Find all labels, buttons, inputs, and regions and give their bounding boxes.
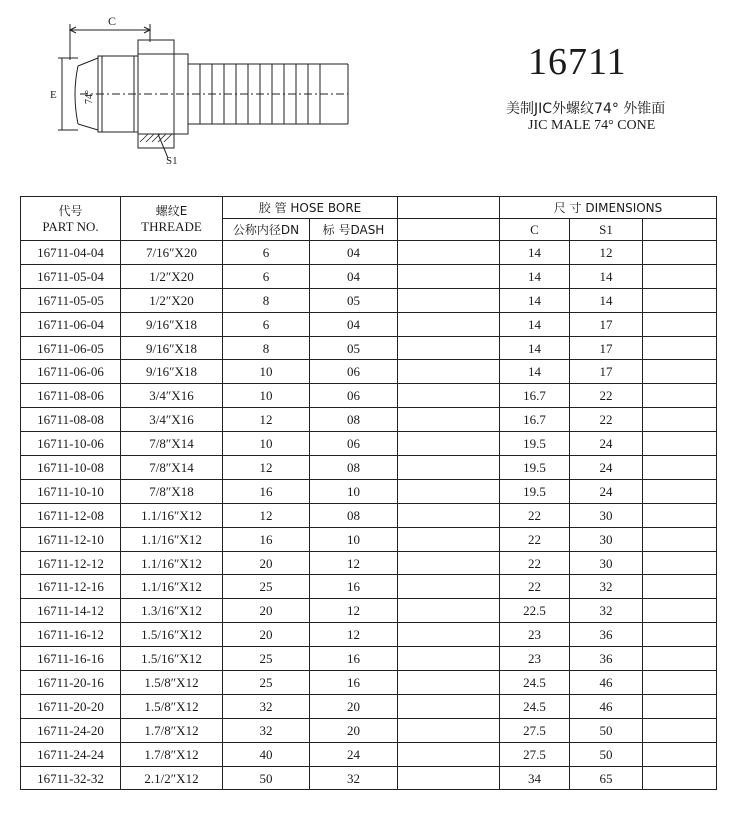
c-cell: 34 — [500, 766, 570, 790]
thread-cell: 7/8″X18 — [121, 479, 223, 503]
dn-cell: 10 — [223, 384, 310, 408]
part-no-cell: 16711-08-08 — [21, 408, 121, 432]
c-cell: 22 — [500, 527, 570, 551]
thread-cell: 7/16″X20 — [121, 241, 223, 265]
dn-cell: 25 — [223, 647, 310, 671]
part-no-cell: 16711-05-04 — [21, 264, 121, 288]
c-cell: 22 — [500, 503, 570, 527]
table-row — [21, 694, 717, 718]
c-cell: 14 — [500, 288, 570, 312]
thread-cell: 9/16″X18 — [121, 312, 223, 336]
c-cell: 23 — [500, 623, 570, 647]
part-no-cell: 16711-24-20 — [21, 718, 121, 742]
empty-cell — [398, 575, 500, 599]
empty-cell — [643, 241, 717, 265]
table-row — [21, 671, 717, 695]
empty-cell — [398, 456, 500, 480]
s1-cell: 30 — [570, 551, 643, 575]
dn-cell: 10 — [223, 432, 310, 456]
dim-s1-label: S1 — [166, 155, 178, 167]
thread-cell: 1.5/8″X12 — [121, 671, 223, 695]
dash-cell: 16 — [310, 575, 398, 599]
dn-cell: 50 — [223, 766, 310, 790]
table-row — [21, 312, 717, 336]
part-no-cell: 16711-05-05 — [21, 288, 121, 312]
fitting-drawing — [40, 8, 360, 168]
s1-cell: 36 — [570, 647, 643, 671]
empty-cell — [643, 766, 717, 790]
thread-cell: 1.1/16″X12 — [121, 527, 223, 551]
s1-cell: 32 — [570, 575, 643, 599]
dash-cell: 04 — [310, 312, 398, 336]
s1-cell: 22 — [570, 384, 643, 408]
dim-e-label: E — [50, 89, 57, 101]
dn-cell: 8 — [223, 288, 310, 312]
s1-cell: 14 — [570, 264, 643, 288]
dash-cell: 32 — [310, 766, 398, 790]
table-row — [21, 336, 717, 360]
header-empty — [643, 219, 717, 241]
dash-cell: 06 — [310, 360, 398, 384]
table-row — [21, 527, 717, 551]
empty-cell — [398, 647, 500, 671]
table-row — [21, 647, 717, 671]
s1-cell: 17 — [570, 360, 643, 384]
dash-cell: 12 — [310, 551, 398, 575]
header-c: C — [500, 219, 570, 241]
empty-cell — [643, 479, 717, 503]
empty-cell — [643, 360, 717, 384]
s1-cell: 50 — [570, 718, 643, 742]
dash-cell: 10 — [310, 527, 398, 551]
c-cell: 14 — [500, 360, 570, 384]
part-no-cell: 16711-06-04 — [21, 312, 121, 336]
table-row — [21, 408, 717, 432]
table-row — [21, 623, 717, 647]
empty-cell — [643, 575, 717, 599]
table-row — [21, 575, 717, 599]
c-cell: 27.5 — [500, 742, 570, 766]
part-no-cell: 16711-04-04 — [21, 241, 121, 265]
spec-table-body — [21, 241, 717, 790]
thread-cell: 3/4″X16 — [121, 384, 223, 408]
empty-cell — [398, 432, 500, 456]
s1-cell: 24 — [570, 456, 643, 480]
empty-cell — [643, 503, 717, 527]
dash-cell: 08 — [310, 456, 398, 480]
description-english: JIC MALE 74° CONE — [528, 118, 656, 133]
thread-cell: 1.5/16″X12 — [121, 623, 223, 647]
dn-cell: 16 — [223, 527, 310, 551]
empty-cell — [398, 479, 500, 503]
empty-cell — [398, 527, 500, 551]
empty-cell — [643, 432, 717, 456]
c-cell: 16.7 — [500, 408, 570, 432]
c-cell: 23 — [500, 647, 570, 671]
empty-cell — [398, 336, 500, 360]
part-number-title: 16711 — [528, 41, 627, 83]
empty-cell — [398, 551, 500, 575]
c-cell: 14 — [500, 336, 570, 360]
dash-cell: 24 — [310, 742, 398, 766]
dn-cell: 12 — [223, 408, 310, 432]
table-row — [21, 432, 717, 456]
part-no-cell: 16711-12-10 — [21, 527, 121, 551]
dn-cell: 6 — [223, 241, 310, 265]
thread-cell: 2.1/2″X12 — [121, 766, 223, 790]
empty-cell — [398, 766, 500, 790]
header-hose-bore: 胶 管 HOSE BORE — [223, 197, 398, 219]
part-no-cell: 16711-12-08 — [21, 503, 121, 527]
dash-cell: 05 — [310, 288, 398, 312]
empty-cell — [643, 623, 717, 647]
c-cell: 14 — [500, 264, 570, 288]
thread-cell: 9/16″X18 — [121, 336, 223, 360]
dn-cell: 6 — [223, 312, 310, 336]
dash-cell: 20 — [310, 718, 398, 742]
thread-cell: 1.5/8″X12 — [121, 694, 223, 718]
empty-cell — [643, 647, 717, 671]
dash-cell: 12 — [310, 623, 398, 647]
c-cell: 24.5 — [500, 694, 570, 718]
thread-cell: 1.1/16″X12 — [121, 503, 223, 527]
dn-cell: 20 — [223, 599, 310, 623]
c-cell: 27.5 — [500, 718, 570, 742]
thread-cell: 7/8″X14 — [121, 432, 223, 456]
c-cell: 22.5 — [500, 599, 570, 623]
s1-cell: 17 — [570, 336, 643, 360]
table-row — [21, 264, 717, 288]
thread-cell: 1.5/16″X12 — [121, 647, 223, 671]
s1-cell: 46 — [570, 694, 643, 718]
empty-cell — [398, 599, 500, 623]
part-no-cell: 16711-16-16 — [21, 647, 121, 671]
part-no-cell: 16711-10-08 — [21, 456, 121, 480]
s1-cell: 24 — [570, 432, 643, 456]
header-s1: S1 — [570, 219, 643, 241]
dn-cell: 20 — [223, 551, 310, 575]
dn-cell: 8 — [223, 336, 310, 360]
s1-cell: 46 — [570, 671, 643, 695]
table-row — [21, 718, 717, 742]
table-row — [21, 288, 717, 312]
part-no-cell: 16711-06-05 — [21, 336, 121, 360]
s1-cell: 50 — [570, 742, 643, 766]
part-no-cell: 16711-12-12 — [21, 551, 121, 575]
dn-cell: 10 — [223, 360, 310, 384]
thread-cell: 1/2″X20 — [121, 264, 223, 288]
table-row — [21, 599, 717, 623]
table-row — [21, 384, 717, 408]
dash-cell: 06 — [310, 432, 398, 456]
s1-cell: 22 — [570, 408, 643, 432]
empty-cell — [643, 336, 717, 360]
empty-cell — [643, 312, 717, 336]
dash-cell: 06 — [310, 384, 398, 408]
c-cell: 19.5 — [500, 432, 570, 456]
dash-cell: 10 — [310, 479, 398, 503]
empty-cell — [398, 623, 500, 647]
description-chinese: 美制JIC外螺纹74° 外锥面 — [506, 101, 666, 117]
table-row — [21, 742, 717, 766]
part-no-cell: 16711-24-24 — [21, 742, 121, 766]
dash-cell: 08 — [310, 503, 398, 527]
empty-cell — [643, 264, 717, 288]
thread-cell: 7/8″X14 — [121, 456, 223, 480]
empty-cell — [398, 360, 500, 384]
header-spacer — [398, 197, 500, 219]
dash-cell: 16 — [310, 671, 398, 695]
c-cell: 22 — [500, 575, 570, 599]
dim-c-label: C — [108, 14, 117, 28]
part-no-cell: 16711-10-10 — [21, 479, 121, 503]
s1-cell: 30 — [570, 527, 643, 551]
dash-cell: 12 — [310, 599, 398, 623]
part-no-cell: 16711-06-06 — [21, 360, 121, 384]
dn-cell: 16 — [223, 479, 310, 503]
header-part-no: 代号 PART NO. — [21, 197, 121, 241]
dn-cell: 25 — [223, 575, 310, 599]
s1-cell: 24 — [570, 479, 643, 503]
empty-cell — [643, 288, 717, 312]
dash-cell: 08 — [310, 408, 398, 432]
dash-cell: 20 — [310, 694, 398, 718]
thread-cell: 1.1/16″X12 — [121, 575, 223, 599]
table-row — [21, 241, 717, 265]
empty-cell — [643, 456, 717, 480]
empty-cell — [398, 671, 500, 695]
dash-cell: 16 — [310, 647, 398, 671]
empty-cell — [643, 408, 717, 432]
c-cell: 14 — [500, 241, 570, 265]
table-row — [21, 360, 717, 384]
dn-cell: 6 — [223, 264, 310, 288]
header-dimensions: 尺 寸 DIMENSIONS — [500, 197, 717, 219]
dn-cell: 25 — [223, 671, 310, 695]
dash-cell: 04 — [310, 241, 398, 265]
dn-cell: 12 — [223, 503, 310, 527]
part-no-cell: 16711-32-32 — [21, 766, 121, 790]
empty-cell — [398, 241, 500, 265]
empty-cell — [398, 694, 500, 718]
s1-cell: 65 — [570, 766, 643, 790]
c-cell: 22 — [500, 551, 570, 575]
c-cell: 16.7 — [500, 384, 570, 408]
thread-cell: 1/2″X20 — [121, 288, 223, 312]
empty-cell — [643, 384, 717, 408]
table-row — [21, 479, 717, 503]
part-no-cell: 16711-20-20 — [21, 694, 121, 718]
part-no-cell: 16711-20-16 — [21, 671, 121, 695]
part-no-cell: 16711-08-06 — [21, 384, 121, 408]
empty-cell — [643, 718, 717, 742]
empty-cell — [643, 599, 717, 623]
c-cell: 14 — [500, 312, 570, 336]
s1-cell: 14 — [570, 288, 643, 312]
dash-cell: 05 — [310, 336, 398, 360]
empty-cell — [643, 694, 717, 718]
dn-cell: 32 — [223, 694, 310, 718]
empty-cell — [398, 742, 500, 766]
s1-cell: 32 — [570, 599, 643, 623]
table-row — [21, 456, 717, 480]
c-cell: 19.5 — [500, 479, 570, 503]
empty-cell — [643, 742, 717, 766]
empty-cell — [643, 551, 717, 575]
empty-cell — [398, 718, 500, 742]
thread-cell: 1.7/8″X12 — [121, 742, 223, 766]
angle-label: 74° — [84, 90, 95, 104]
dn-cell: 20 — [223, 623, 310, 647]
header-thread: 螺纹E THREADE — [121, 197, 223, 241]
part-no-cell: 16711-16-12 — [21, 623, 121, 647]
dn-cell: 40 — [223, 742, 310, 766]
s1-cell: 12 — [570, 241, 643, 265]
empty-cell — [398, 384, 500, 408]
s1-cell: 30 — [570, 503, 643, 527]
thread-cell: 1.7/8″X12 — [121, 718, 223, 742]
table-row — [21, 551, 717, 575]
empty-cell — [398, 408, 500, 432]
table-row — [21, 503, 717, 527]
thread-cell: 9/16″X18 — [121, 360, 223, 384]
empty-cell — [398, 312, 500, 336]
empty-cell — [398, 288, 500, 312]
header-dn: 公称内径DN — [223, 219, 310, 241]
thread-cell: 1.3/16″X12 — [121, 599, 223, 623]
thread-cell: 1.1/16″X12 — [121, 551, 223, 575]
empty-cell — [643, 671, 717, 695]
thread-cell: 3/4″X16 — [121, 408, 223, 432]
part-no-cell: 16711-14-12 — [21, 599, 121, 623]
part-no-cell: 16711-12-16 — [21, 575, 121, 599]
empty-cell — [643, 527, 717, 551]
part-no-cell: 16711-10-06 — [21, 432, 121, 456]
dn-cell: 12 — [223, 456, 310, 480]
spec-table — [20, 196, 717, 790]
empty-cell — [398, 264, 500, 288]
dash-cell: 04 — [310, 264, 398, 288]
s1-cell: 17 — [570, 312, 643, 336]
c-cell: 19.5 — [500, 456, 570, 480]
dn-cell: 32 — [223, 718, 310, 742]
empty-cell — [398, 503, 500, 527]
header-dash: 标 号DASH — [310, 219, 398, 241]
c-cell: 24.5 — [500, 671, 570, 695]
s1-cell: 36 — [570, 623, 643, 647]
table-row — [21, 766, 717, 790]
